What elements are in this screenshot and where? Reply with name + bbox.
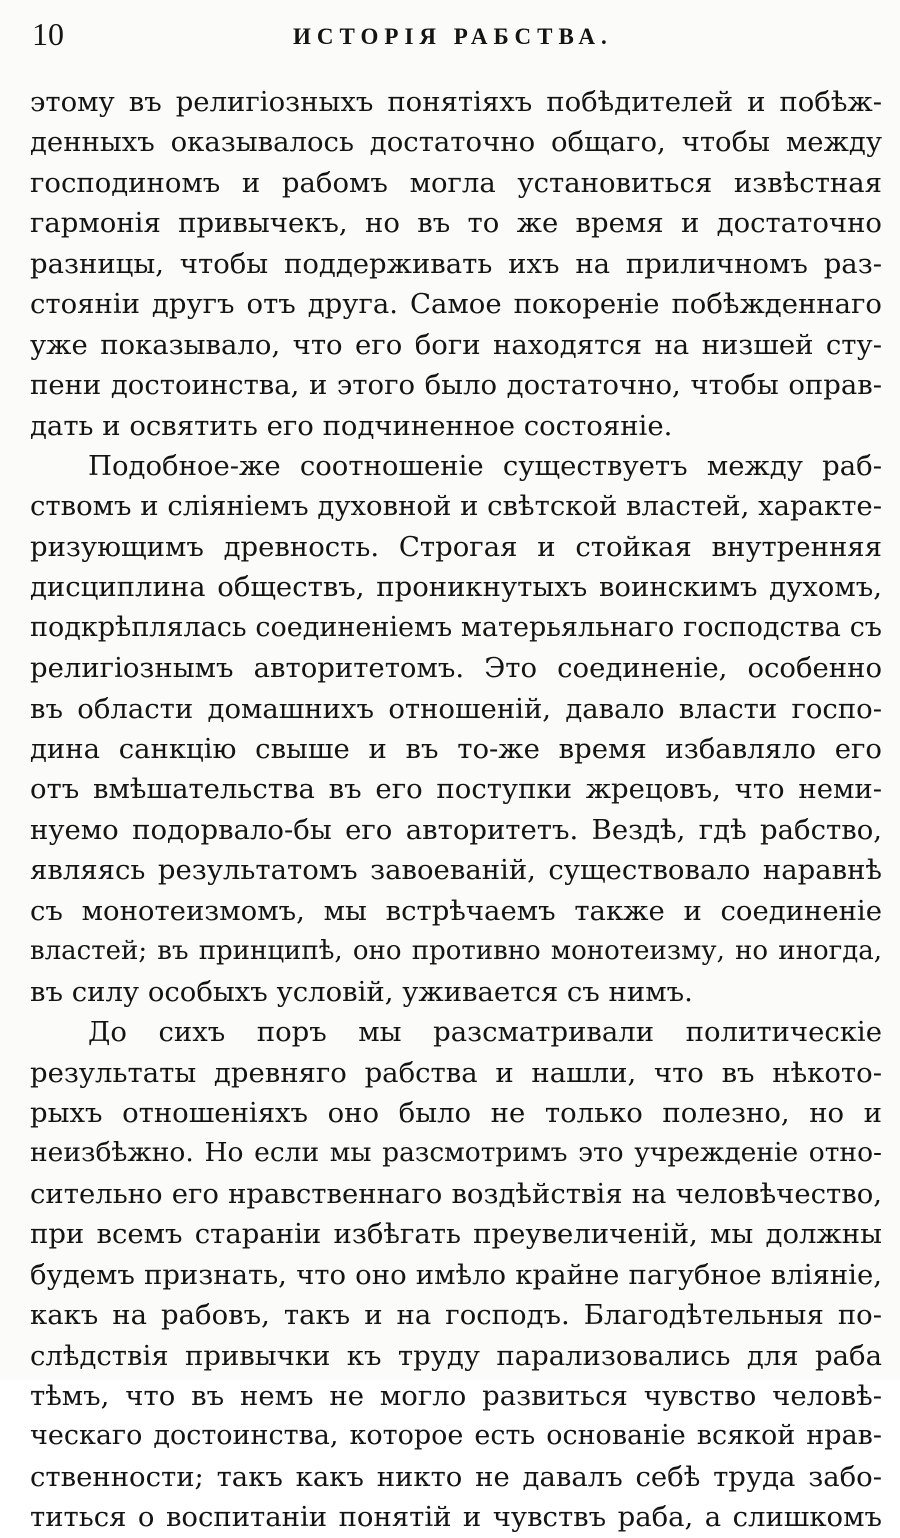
text-line: этому въ религіозныхъ понятіяхъ побѣдителей и побѣж- <box>30 86 882 118</box>
text-line: гармонія привычекъ, но въ то же время и достаточно <box>30 207 882 240</box>
text-line: денныхъ оказывалось достаточно общаго, чтобы между <box>30 126 882 159</box>
text-line: пени достоинства, и этого было достаточно, чтобы оправ- <box>30 369 882 402</box>
text-line: неизбѣжно. Но если мы разсмотримъ это учрежденіе отно- <box>30 1137 882 1169</box>
text-line: разницы, чтобы поддерживать ихъ на приличномъ раз- <box>30 247 882 280</box>
text-line: властей; въ принципѣ, оно противно монотеизму, но иногда, <box>30 936 882 967</box>
body-text <box>30 82 882 1538</box>
text-line: будемъ признать, что оно имѣло крайне пагубное вліяніе, <box>30 1258 882 1291</box>
text-line: при всемъ стараніи избѣгать преувеличеній, мы должны <box>30 1218 882 1251</box>
text-line: отъ вмѣшательства въ его поступки жрецовъ, что неми- <box>30 773 882 806</box>
text-line: господиномъ и рабомъ могла установиться извѣстная <box>30 166 882 199</box>
page-number: 10 <box>32 16 64 52</box>
text-line: въ силу особыхъ условій, уживается съ нимъ. <box>30 975 693 1008</box>
text-line: ственности; такъ какъ никто не давалъ себѣ труда забо- <box>30 1460 882 1493</box>
text-line: результаты древняго рабства и нашли, что въ нѣкото- <box>30 1056 882 1089</box>
text-line: дисциплина обществъ, проникнутыхъ воинскимъ духомъ, <box>30 571 882 604</box>
text-line: уже показывало, что его боги находятся на низшей сту- <box>30 328 882 361</box>
text-line: титься о воспитаніи понятій и чувствъ раба, а слишкомъ <box>30 1501 882 1534</box>
text-line: рыхъ отношеніяхъ оно было не только полезно, но и <box>30 1096 882 1129</box>
text-line: являясь результатомъ завоеваній, существовало наравнѣ <box>30 854 882 887</box>
text-line: съ монотеизмомъ, мы встрѣчаемъ также и соединеніе <box>30 894 882 927</box>
text-line: тѣмъ, что въ немъ не могло развиться чувство человѣ- <box>30 1380 882 1412</box>
page-header <box>28 6 873 66</box>
text-line: стояніи другъ отъ друга. Самое покореніе побѣжденнаго <box>30 288 882 321</box>
text-line: религіознымъ авторитетомъ. Это соединеніе, особенно <box>30 652 882 685</box>
text-line: До сихъ поръ мы разсматривали политическіе <box>88 1016 882 1049</box>
running-title: ИСТОРІЯ РАБСТВА. <box>293 24 613 49</box>
text-line: ческаго достоинства, которое есть основаніе всякой нрав- <box>30 1420 882 1452</box>
paragraph-2 <box>30 446 882 1012</box>
text-line: ствомъ и сліяніемъ духовной и свѣтской властей, характе- <box>30 490 882 523</box>
text-line: ризующимъ древность. Строгая и стойкая внутренняя <box>30 530 882 563</box>
text-line: подкрѣплялась соединеніемъ матерьяльнаго господства съ <box>30 611 882 643</box>
text-line: какъ на рабовъ, такъ и на господъ. Благодѣтельныя по- <box>30 1299 882 1332</box>
text-line: дать и освятить его подчиненное состояніе. <box>30 409 673 442</box>
text-line: сительно его нравственнаго воздѣйствія на человѣчество, <box>30 1177 882 1210</box>
text-line: въ области домашнихъ отношеній, давало власти госпо- <box>30 692 882 725</box>
text-line: дина санкцію свыше и въ то-же время избавляло его <box>30 733 882 765</box>
text-line: Подобное-же соотношеніе существуетъ между раб- <box>88 449 882 482</box>
paragraph-3 <box>30 1012 882 1538</box>
text-line: нуемо подорвало-бы его авторитетъ. Вездѣ, гдѣ рабство, <box>30 813 882 846</box>
text-line: слѣдствія привычки къ труду парализовались для раба <box>30 1339 882 1372</box>
paragraph-1 <box>30 82 882 446</box>
